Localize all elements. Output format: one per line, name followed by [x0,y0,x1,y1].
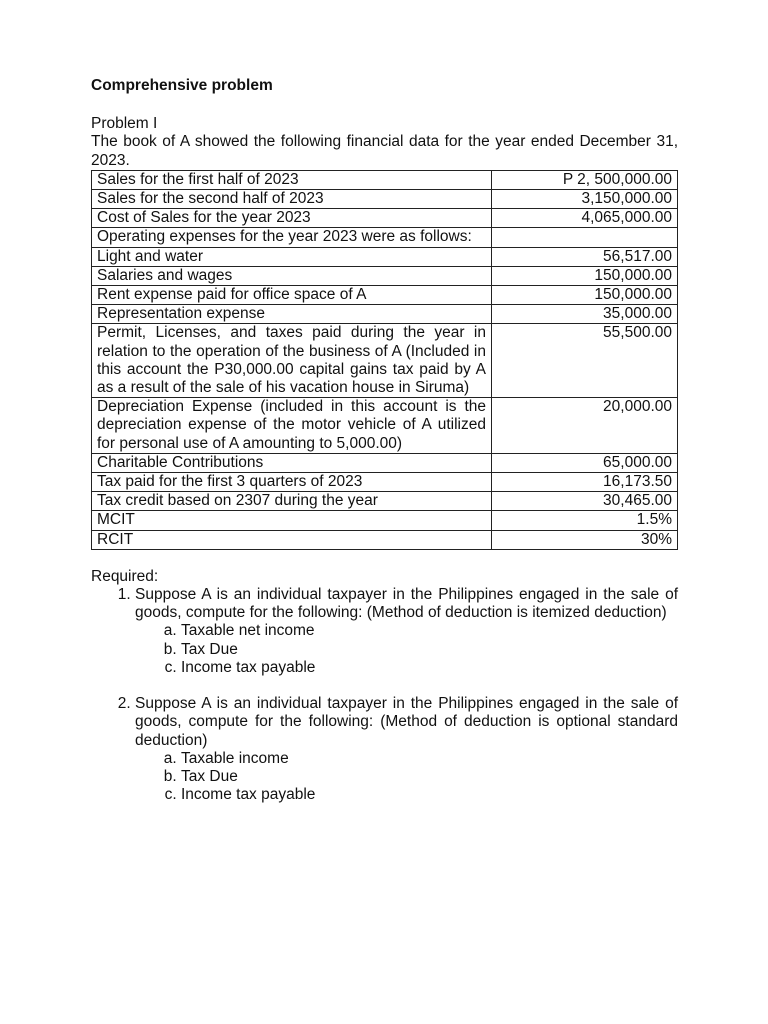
row-label: Tax paid for the first 3 quarters of 2023 [92,473,492,492]
required-item-text: Suppose A is an individual taxpayer in the Philippines engaged in the sale of goods, compute for the following: (Method of deduction is itemized deduction) [135,586,678,622]
sub-item: b. Tax Due [181,641,678,659]
row-value: 16,173.50 [492,473,678,492]
sub-item: a. Taxable net income [181,622,678,640]
problem-intro: The book of A showed the following financial data for the year ended December 31, 2023. [91,133,678,169]
row-value: 30,465.00 [492,492,678,511]
sub-item: c. Income tax payable [181,659,678,677]
required-item [135,586,678,677]
required-item-text: Suppose A is an individual taxpayer in the Philippines engaged in the sale of goods, compute for the following: (Method of deduction is optional standard deduction) [135,695,678,749]
row-value: 35,000.00 [492,305,678,324]
table-row [92,228,678,247]
row-label: Cost of Sales for the year 2023 [92,209,492,228]
required-list [91,586,678,804]
row-label: Sales for the second half of 2023 [92,190,492,209]
row-label: Operating expenses for the year 2023 were as follows: [92,228,492,247]
row-label: Depreciation Expense (included in this account is the depreciation expense of the motor vehicle of A utilized for personal use of A amounting to 5,000.00) [92,398,492,454]
problem-label: Problem I [91,115,158,133]
row-label: RCIT [92,530,492,549]
sub-item: a. Taxable income [181,750,678,768]
row-value: 30% [492,530,678,549]
row-label: Tax credit based on 2307 during the year [92,492,492,511]
row-value: 65,000.00 [492,453,678,472]
row-value: P 2, 500,000.00 [492,170,678,189]
table-row [92,305,678,324]
row-value: 1.5% [492,511,678,530]
table-row [92,190,678,209]
sub-item: b. Tax Due [181,768,678,786]
row-label: Permit, Licenses, and taxes paid during the year in relation to the operation of the business of A (Included in this account the P30,000.00 capital gains tax paid by A as a result of the sale of his vacation house in Siruma) [92,324,492,398]
row-value: 150,000.00 [492,286,678,305]
table-row [92,492,678,511]
row-value: 4,065,000.00 [492,209,678,228]
document-heading: Comprehensive problem [91,77,273,94]
row-value: 55,500.00 [492,324,678,398]
row-label: Charitable Contributions [92,453,492,472]
table-row [92,453,678,472]
row-value: 20,000.00 [492,398,678,454]
table-row [92,286,678,305]
row-label: Light and water [92,247,492,266]
table-row [92,209,678,228]
table-row [92,247,678,266]
row-label: Rent expense paid for office space of A [92,286,492,305]
table-row [92,530,678,549]
required-label: Required: [91,567,159,585]
row-value: 150,000.00 [492,266,678,285]
table-row [92,324,678,398]
table-row [92,170,678,189]
sub-list [135,622,678,677]
row-value: 56,517.00 [492,247,678,266]
sub-item: c. Income tax payable [181,786,678,804]
document-content [91,77,678,804]
row-label: Salaries and wages [92,266,492,285]
table-row [92,511,678,530]
table-row [92,398,678,454]
row-value [492,228,678,247]
financial-data-table [91,170,678,550]
row-label: MCIT [92,511,492,530]
table-row [92,266,678,285]
table-row [92,473,678,492]
row-value: 3,150,000.00 [492,190,678,209]
sub-list [135,750,678,805]
row-label: Sales for the first half of 2023 [92,170,492,189]
required-item [135,695,678,804]
row-label: Representation expense [92,305,492,324]
